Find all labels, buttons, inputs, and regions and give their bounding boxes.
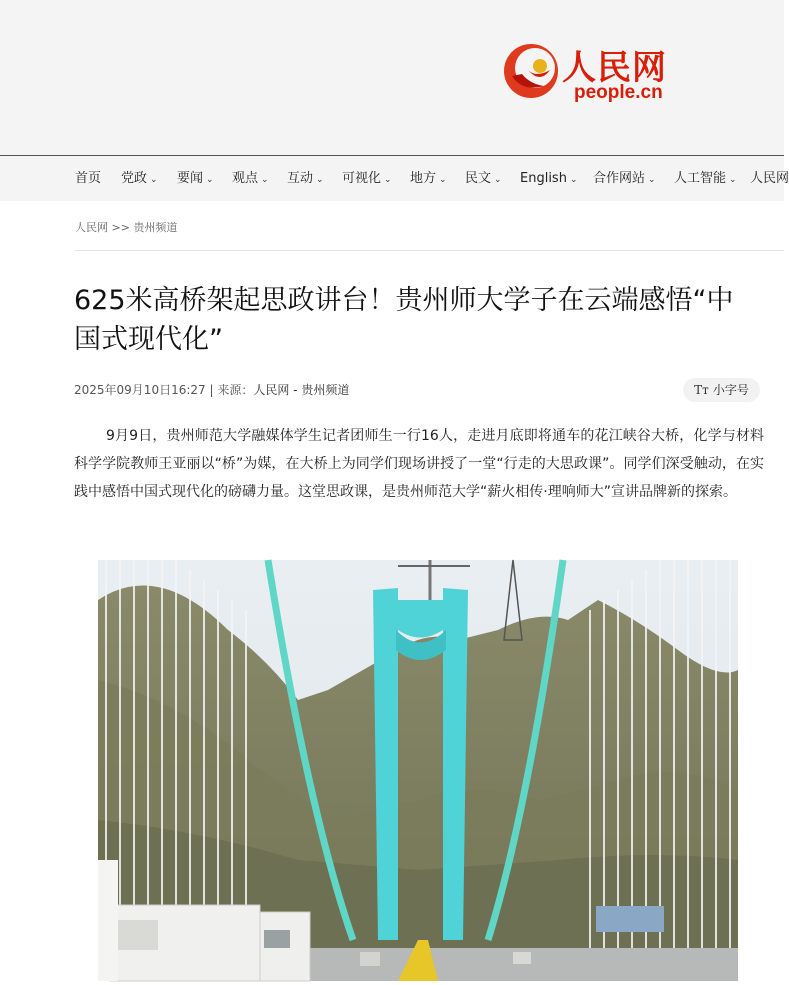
logo-subtitle: people.cn (574, 82, 663, 103)
nav-item-english[interactable] (520, 156, 578, 202)
nav-item-label: 首页 (75, 171, 102, 186)
main-nav (0, 155, 789, 201)
nav-item-interact[interactable] (287, 156, 324, 202)
article-meta (74, 381, 349, 398)
chevron-down-icon: ⌄ (206, 175, 214, 185)
article-datetime: 2025年09月10日16:27 (74, 383, 206, 397)
site-logo[interactable] (500, 38, 680, 108)
logo-text: 人民网 (562, 48, 667, 88)
nav-item-label: 地方 (410, 171, 437, 186)
logo-emblem-icon (500, 40, 562, 102)
nav-item-label: English (520, 171, 567, 186)
nav-item-label: 人工智能 (674, 171, 727, 186)
chevron-down-icon: ⌄ (439, 175, 447, 185)
breadcrumb-channel-link[interactable]: 贵州频道 (133, 221, 178, 234)
nav-item-opinion[interactable] (232, 156, 269, 202)
nav-item-party[interactable] (121, 156, 158, 202)
nav-item-local[interactable] (410, 156, 447, 202)
nav-item-label: 党政 (121, 171, 148, 186)
nav-item-partners[interactable] (593, 156, 656, 202)
nav-item-label: 民文 (465, 171, 492, 186)
nav-item-label: 观点 (232, 171, 259, 186)
nav-item-visual[interactable] (342, 156, 392, 202)
nav-item-label: 人民网 (750, 171, 789, 186)
font-size-toggle-button[interactable] (683, 378, 760, 402)
breadcrumb (75, 219, 177, 235)
nav-item-label: 合作网站 (593, 171, 646, 186)
breadcrumb-separator: >> (108, 221, 134, 234)
breadcrumb-home-link[interactable]: 人民网 (75, 221, 108, 234)
article-title: 625米高桥架起思政讲台！贵州师大学子在云端感悟“中国式现代化” (74, 285, 734, 355)
meta-separator: | (205, 383, 218, 397)
chevron-down-icon: ⌄ (384, 175, 392, 185)
article-paragraph: 9月9日，贵州师范大学融媒体学生记者团师生一行16人，走进月底即将通车的花江峡谷大桥，化学与材料科学学院教师王亚丽以“桥”为媒，在大桥上为同学们现场讲授了一堂“行走的大思政课”。同学们深受触动，在实践中感悟中国式现代化的磅礴力量。这堂思政课，是贵州师范大学“薪火相传·理响师大”宣讲品牌新的探索。 (74, 428, 764, 500)
article-photo (98, 560, 738, 981)
chevron-down-icon: ⌄ (729, 175, 737, 185)
chevron-down-icon: ⌄ (569, 175, 578, 185)
chevron-down-icon: ⌄ (494, 175, 502, 185)
bridge-photo-illustration (98, 560, 738, 981)
breadcrumb-divider (75, 250, 784, 251)
site-header (0, 0, 784, 155)
font-size-icon: Tт (694, 383, 709, 397)
source-label: 来源： (217, 383, 254, 397)
nav-item-label: 可视化 (342, 171, 382, 186)
nav-item-ai[interactable] (674, 156, 737, 202)
chevron-down-icon: ⌄ (316, 175, 324, 185)
font-size-label: 小字号 (712, 383, 749, 397)
nav-item-home[interactable] (75, 156, 101, 202)
nav-item-label: 要闻 (177, 171, 204, 186)
nav-item-news[interactable] (177, 156, 214, 202)
chevron-down-icon: ⌄ (648, 175, 656, 185)
chevron-down-icon: ⌄ (150, 175, 158, 185)
nav-item-label: 互动 (287, 171, 314, 186)
chevron-down-icon: ⌄ (261, 175, 269, 185)
nav-item-ethnic[interactable] (465, 156, 502, 202)
article-source-link[interactable]: 人民网 - 贵州频道 (253, 383, 350, 397)
nav-item-people[interactable] (750, 156, 789, 202)
